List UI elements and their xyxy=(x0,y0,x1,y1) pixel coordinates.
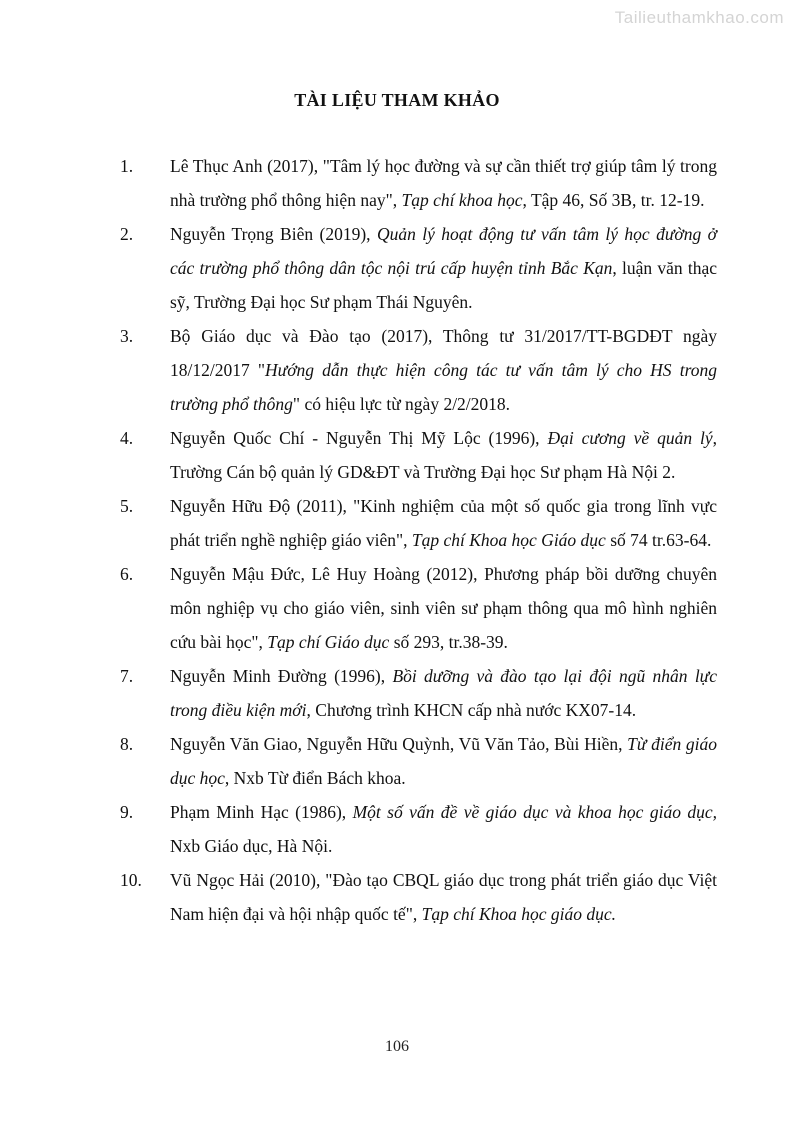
reference-text: Vũ Ngọc Hải (2010), "Đào tạo CBQL giáo dục trong phát triển giáo dục Việt Nam hiện đại và hội nhập quốc tế", Tạp chí Khoa học giáo dục. xyxy=(170,870,717,924)
reference-item xyxy=(120,727,717,795)
reference-number: 3. xyxy=(120,326,134,346)
reference-item xyxy=(120,217,717,319)
reference-text: Nguyễn Trọng Biên (2019), Quản lý hoạt động tư vấn tâm lý học đường ở các trường phổ thông dân tộc nội trú cấp huyện tỉnh Bắc Kạn, luận văn thạc sỹ, Trường Đại học Sư phạm Thái Nguyên. xyxy=(170,224,718,312)
reference-number: 7. xyxy=(120,666,134,686)
reference-number: 9. xyxy=(120,802,134,822)
reference-item xyxy=(120,659,717,727)
reference-item xyxy=(120,557,717,659)
reference-text: Nguyễn Minh Đường (1996), Bồi dưỡng và đào tạo lại đội ngũ nhân lực trong điều kiện mới, Chương trình KHCN cấp nhà nước KX07-14. xyxy=(170,666,717,720)
reference-number: 1. xyxy=(120,156,134,176)
references-list xyxy=(120,149,717,931)
reference-text: Nguyễn Hữu Độ (2011), "Kinh nghiệm của một số quốc gia trong lĩnh vực phát triển nghề nghiệp giáo viên", Tạp chí Khoa học Giáo dục số 74 tr.63-64. xyxy=(170,496,717,550)
reference-text: Phạm Minh Hạc (1986), Một số vấn đề về giáo dục và khoa học giáo dục, Nxb Giáo dục, Hà Nội. xyxy=(170,802,717,856)
reference-text: Bộ Giáo dục và Đào tạo (2017), Thông tư 31/2017/TT-BGDĐT ngày 18/12/2017 "Hướng dẫn thực hiện công tác tư vấn tâm lý cho HS trong trường phổ thông" có hiệu lực từ ngày 2/2/2018. xyxy=(170,326,717,414)
reference-text: Lê Thục Anh (2017), "Tâm lý học đường và sự cần thiết trợ giúp tâm lý trong nhà trường phổ thông hiện nay", Tạp chí khoa học, Tập 46, Số 3B, tr. 12-19. xyxy=(170,156,717,210)
reference-number: 10. xyxy=(120,870,142,890)
reference-number: 8. xyxy=(120,734,134,754)
reference-number: 4. xyxy=(120,428,134,448)
page-number: 106 xyxy=(385,1038,409,1055)
reference-number: 6. xyxy=(120,564,134,584)
page-title: TÀI LIỆU THAM KHẢO xyxy=(294,90,500,110)
reference-number: 5. xyxy=(120,496,134,516)
reference-item xyxy=(120,149,717,217)
site-watermark: Tailieuthamkhao.com xyxy=(614,8,784,27)
reference-text: Nguyễn Quốc Chí - Nguyễn Thị Mỹ Lộc (1996), Đại cương về quản lý, Trường Cán bộ quản lý GD&ĐT và Trường Đại học Sư phạm Hà Nội 2. xyxy=(170,428,717,482)
reference-text: Nguyễn Mậu Đức, Lê Huy Hoàng (2012), Phương pháp bồi dưỡng chuyên môn nghiệp vụ cho giáo viên, sinh viên sư phạm thông qua mô hình nghiên cứu bài học", Tạp chí Giáo dục số 293, tr.38-39. xyxy=(170,564,717,652)
reference-item xyxy=(120,489,717,557)
reference-item xyxy=(120,863,717,931)
reference-number: 2. xyxy=(120,224,134,244)
reference-item xyxy=(120,795,717,863)
reference-text: Nguyễn Văn Giao, Nguyễn Hữu Quỳnh, Vũ Văn Tảo, Bùi Hiền, Từ điển giáo dục học, Nxb Từ điển Bách khoa. xyxy=(170,734,717,788)
reference-item xyxy=(120,319,717,421)
reference-item xyxy=(120,421,717,489)
